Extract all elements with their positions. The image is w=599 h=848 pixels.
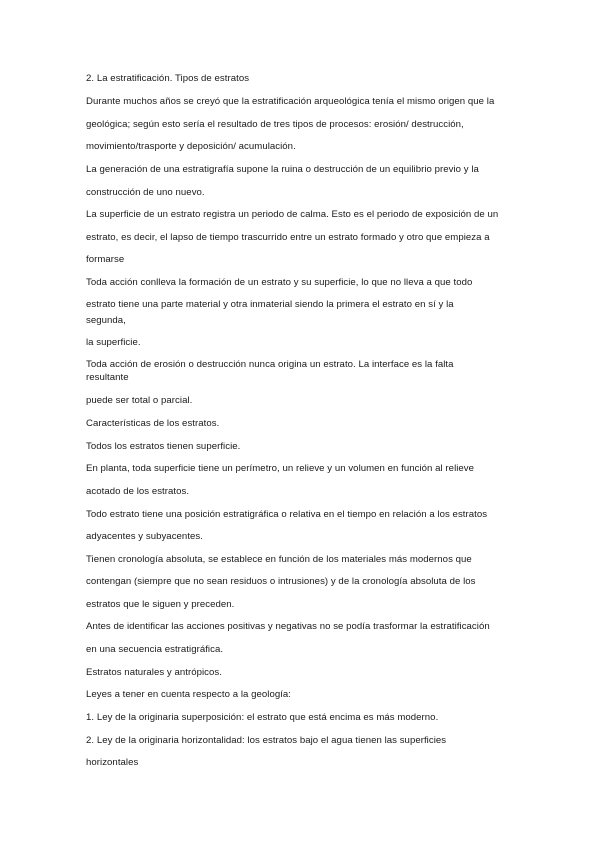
text-line: Antes de identificar las acciones positivas y negativas no se podía trasformar la estratificación	[86, 621, 490, 632]
subheading: Características de los estratos.	[86, 418, 220, 429]
text-line: adyacentes y subyacentes.	[86, 531, 203, 542]
text-line: segunda,	[86, 315, 126, 326]
subheading: Estratos naturales y antrópicos.	[86, 667, 222, 678]
text-line: movimiento/trasporte y deposición/ acumulación.	[86, 141, 296, 152]
text-line: puede ser total o parcial.	[86, 395, 193, 406]
text-line: la superficie.	[86, 337, 141, 348]
text-line: estrato, es decir, el lapso de tiempo trascurrido entre un estrato formado y otro que empieza a	[86, 232, 490, 243]
text-line: Toda acción conlleva la formación de un estrato y su superficie, lo que no lleva a que todo	[86, 277, 473, 288]
text-line: formarse	[86, 254, 125, 265]
text-line: geológica; según esto sería el resultado de tres tipos de procesos: erosión/ destrucción,	[86, 119, 464, 130]
text-line: Tienen cronología absoluta, se establece en función de los materiales más modernos que	[86, 554, 472, 565]
text-line: La superficie de un estrato registra un periodo de calma. Esto es el periodo de exposición de un	[86, 209, 499, 220]
text-line: En planta, toda superficie tiene un perímetro, un relieve y un volumen en función al relieve	[86, 463, 475, 474]
section-heading: 2. La estratificación. Tipos de estratos	[86, 73, 250, 84]
text-line: horizontales	[86, 757, 139, 768]
text-line: La generación de una estratigrafía supone la ruina o destrucción de un equilibrio previo y la	[86, 164, 479, 175]
list-item: 2. Ley de la originaria horizontalidad: los estratos bajo el agua tienen las superficies	[86, 735, 447, 746]
text-line: estratos que le siguen y preceden.	[86, 599, 235, 610]
text-line: Durante muchos años se creyó que la estratificación arqueológica tenía el mismo origen que la	[86, 96, 495, 107]
text-line: Toda acción de erosión o destrucción nunca origina un estrato. La interface es la falta	[86, 359, 454, 370]
text-line: Todo estrato tiene una posición estratigráfica o relativa en el tiempo en relación a los estratos	[86, 509, 488, 520]
text-line: en una secuencia estratigráfica.	[86, 644, 224, 655]
text-line: construcción de uno nuevo.	[86, 187, 205, 198]
text-line: Leyes a tener en cuenta respecto a la geología:	[86, 689, 292, 700]
list-item: 1. Ley de la originaria superposición: el estrato que está encima es más moderno.	[86, 712, 439, 723]
text-line: contengan (siempre que no sean residuos o intrusiones) y de la cronología absoluta de los	[86, 576, 476, 587]
text-line: acotado de los estratos.	[86, 486, 190, 497]
text-line: resultante	[86, 372, 129, 383]
text-line: estrato tiene una parte material y otra inmaterial siendo la primera el estrato en sí y la	[86, 299, 454, 310]
text-line: Todos los estratos tienen superficie.	[86, 441, 241, 452]
